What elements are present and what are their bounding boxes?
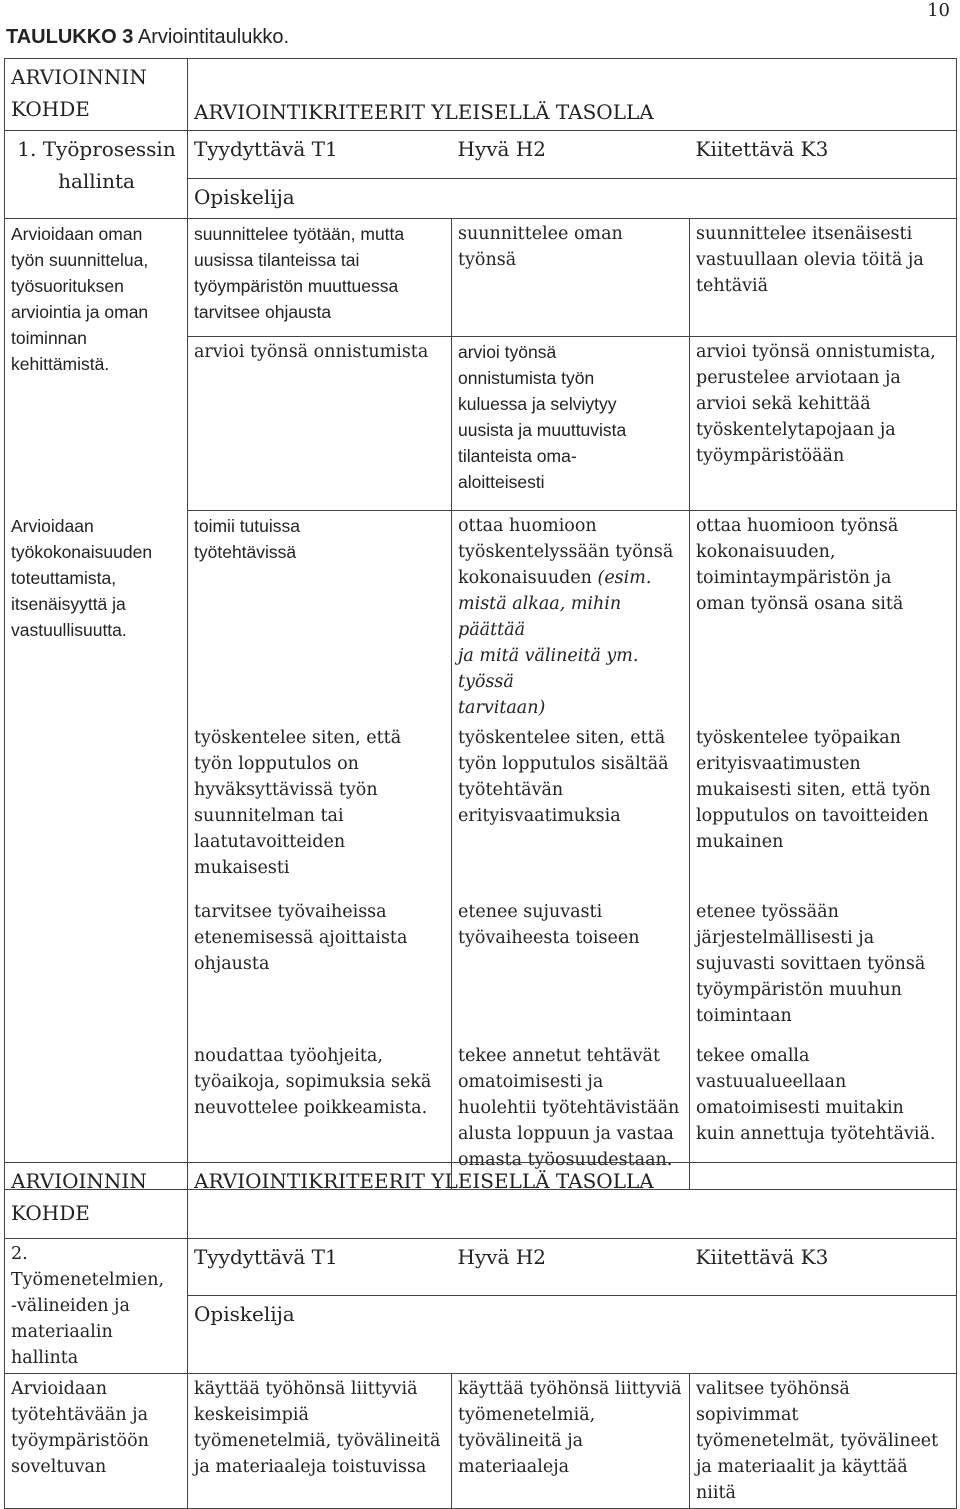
table-header-row bbox=[5, 59, 957, 131]
assessment-table-2 bbox=[4, 1162, 957, 1509]
h2-cell: etenee sujuvasti työvaiheesta toiseen bbox=[452, 897, 690, 1041]
header-object-cell bbox=[5, 59, 188, 131]
criteria-row bbox=[5, 511, 957, 724]
object-title-cell bbox=[5, 131, 188, 219]
level-h2: Hyvä H2 bbox=[452, 131, 690, 179]
h2-cell: käyttää työhönsä liittyviä työmenetelmiä, työvälineitä ja materiaaleja bbox=[452, 1374, 690, 1509]
k3-cell: työskentelee työpaikan erityisvaatimusten mukaisesti siten, että työn lopputulos on tavoitteiden mukainen bbox=[690, 723, 957, 897]
object-title-cell bbox=[5, 1239, 188, 1374]
h2-cell: ottaa huomioon työskentelyssään työnsä kokonaisuuden (esim. mistä alkaa, mihin päättää ja mitä välineitä ym. työssä tarvitaan) bbox=[452, 511, 690, 724]
header-criteria-label: ARVIOINTIKRITEERIT YLEISELLÄ TASOLLA bbox=[194, 100, 654, 124]
level-k3: Kiitettävä K3 bbox=[690, 131, 957, 179]
t1-cell: käyttää työhönsä liittyviä keskeisimpiä työmenetelmiä, työvälineitä ja materiaaleja toistuvissa bbox=[188, 1374, 452, 1509]
student-label-cell bbox=[188, 179, 957, 219]
caption-label: TAULUKKO 3 bbox=[6, 26, 134, 48]
criteria-row bbox=[5, 1374, 957, 1509]
t1-cell: suunnittelee työtään, mutta uusissa tilanteissa tai työympäristön muuttuessa tarvitsee ohjausta bbox=[188, 219, 452, 337]
level-t1: Tyydyttävä T1 bbox=[188, 131, 452, 179]
header-object-label: ARVIOINNIN KOHDE bbox=[11, 65, 147, 121]
caption-title: Arviointitaulukko. bbox=[133, 26, 290, 48]
h2-cell: tekee annetut tehtävät omatoimisesti ja huolehtii työtehtävistään alusta loppuun ja vastaa omasta työosuudestaan. bbox=[452, 1041, 690, 1189]
k3-cell: arvioi työnsä onnistumista, perustelee arviotaan ja arvioi sekä kehittää työskentelytapojaan ja työympäristöään bbox=[690, 337, 957, 511]
object-title-row bbox=[5, 1239, 957, 1296]
left-description-a: Arvioidaan oman työn suunnittelua, työsuorituksen arviointia ja oman toiminnan kehittämistä. bbox=[5, 219, 188, 511]
header-object-label: ARVIOINNIN KOHDE bbox=[11, 1169, 147, 1225]
header-criteria-label: ARVIOINTIKRITEERIT YLEISELLÄ TASOLLA bbox=[194, 1169, 654, 1193]
t1-cell: toimii tutuissa työtehtävissä bbox=[188, 511, 452, 724]
header-criteria-cell bbox=[188, 1163, 957, 1239]
level-h2: Hyvä H2 bbox=[452, 1239, 690, 1296]
table-caption bbox=[6, 24, 289, 49]
student-label: Opiskelija bbox=[194, 1302, 295, 1327]
t1-cell: tarvitsee työvaiheissa etenemisessä ajoittaista ohjausta bbox=[188, 897, 452, 1041]
k3-cell: etenee työssään järjestelmällisesti ja sujuvasti sovittaen työnsä työympäristön muuhun toimintaan bbox=[690, 897, 957, 1041]
header-criteria-cell bbox=[188, 59, 957, 131]
header-object-cell bbox=[5, 1163, 188, 1239]
student-label-cell bbox=[188, 1296, 957, 1374]
object-title: 1. Työprosessin hallinta bbox=[17, 137, 176, 193]
k3-cell: valitsee työhönsä sopivimmat työmenetelmät, työvälineet ja materiaalit ja käyttää niitä bbox=[690, 1374, 957, 1509]
assessment-table-1 bbox=[4, 58, 957, 1190]
page-number: 10 bbox=[927, 0, 950, 21]
k3-cell: ottaa huomioon työnsä kokonaisuuden, toimintaympäristön ja oman työnsä osana sitä bbox=[690, 511, 957, 724]
object-title: 2. Työmenetelmien, -välineiden ja materiaalin hallinta bbox=[11, 1244, 165, 1368]
h2-cell: arvioi työnsä onnistumista työn kuluessa ja selviytyy uusista ja muuttuvista tilanteista oma- aloitteisesti bbox=[452, 337, 690, 511]
level-t1: Tyydyttävä T1 bbox=[188, 1239, 452, 1296]
k3-cell: tekee omalla vastuualueellaan omatoimisesti muitakin kuin annettuja työtehtäviä. bbox=[690, 1041, 957, 1189]
h2-cell: suunnittelee oman työnsä bbox=[452, 219, 690, 337]
left-description-b: Arvioidaan työkokonaisuuden toteuttamista, itsenäisyyttä ja vastuullisuutta. bbox=[5, 511, 188, 1190]
student-label: Opiskelija bbox=[194, 185, 295, 209]
left-description: Arvioidaan työtehtävään ja työympäristöön soveltuvan bbox=[5, 1374, 188, 1509]
level-k3: Kiitettävä K3 bbox=[690, 1239, 957, 1296]
k3-cell: suunnittelee itsenäisesti vastuullaan olevia töitä ja tehtäviä bbox=[690, 219, 957, 337]
t1-cell: noudattaa työohjeita, työaikoja, sopimuksia sekä neuvottelee poikkeamista. bbox=[188, 1041, 452, 1189]
h2-cell: työskentelee siten, että työn lopputulos sisältää työtehtävän erityisvaatimuksia bbox=[452, 723, 690, 897]
t1-cell: arvioi työnsä onnistumista bbox=[188, 337, 452, 511]
table-header-row bbox=[5, 1163, 957, 1239]
t1-cell: työskentelee siten, että työn lopputulos on hyväksyttävissä työn suunnitelman tai laatutavoitteiden mukaisesti bbox=[188, 723, 452, 897]
object-title-row bbox=[5, 131, 957, 179]
criteria-row bbox=[5, 219, 957, 337]
